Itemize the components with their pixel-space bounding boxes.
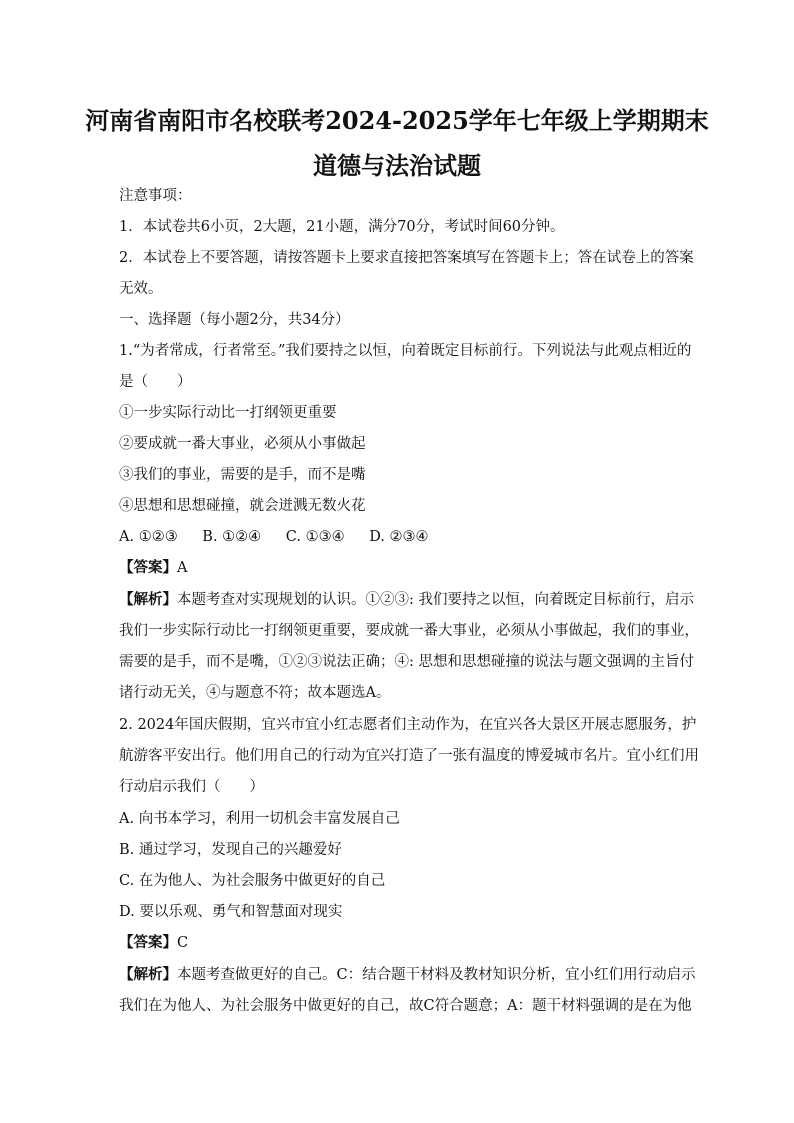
q1-item-1: ①一步实际行动比一打纲领更重要 <box>119 405 337 421</box>
q1-analysis-text: 本题考查对实现规划的认识。①②③: 我们要持之以恒，向着既定目标前行，启示 <box>177 592 694 608</box>
q1-analysis-line1 <box>119 590 694 610</box>
page-title: 河南省南阳市名校联考2024-2025学年七年级上学期期末 <box>85 106 709 135</box>
q1-option-b: B. ①②④ <box>202 529 262 545</box>
q1-item-3: ③我们的事业，需要的是手，而不是嘴 <box>119 467 366 483</box>
q2-analysis-text: 本题考查做更好的自己。C：结合题干材料及教材知识分析，宜小红们用行动启示 <box>177 967 696 983</box>
q1-item-4: ④思想和思想碰撞，就会迸溅无数火花 <box>119 498 366 514</box>
q2-analysis-line2: 我们在为他人、为社会服务中做更好的自己，故C符合题意；A：题干材料强调的是在为他 <box>119 998 692 1014</box>
notice-2-line2: 无效。 <box>119 281 163 297</box>
q1-analysis-line4: 诸行动无关，④与题意不符；故本题选A。 <box>119 685 391 701</box>
q1-options <box>119 527 449 547</box>
q2-option-c: C. 在为他人、为社会服务中做更好的自己 <box>119 873 386 889</box>
q1-stem-line1: 1.“为者常成，行者常至。”我们要持之以恒，向着既定目标前行。下列说法与此观点相近的 <box>119 343 692 359</box>
q1-option-c: C. ①③④ <box>285 529 345 545</box>
notice-1: 1．本试卷共6小页，2大题，21小题，满分70分，考试时间60分钟。 <box>119 219 565 235</box>
q2-stem-line3: 行动启示我们（ ） <box>119 779 264 795</box>
q2-answer-label: 【答案】 <box>119 934 177 951</box>
q1-analysis-label: 【解析】 <box>119 591 177 608</box>
q2-stem-line2: 航游客平安出行。他们用自己的行动为宜兴打造了一张有温度的博爱城市名片。宜小红们用 <box>119 748 699 764</box>
q1-answer-value: A <box>177 560 188 576</box>
q1-stem-line2: 是（ ） <box>119 374 192 390</box>
q1-option-a: A. ①②③ <box>119 529 178 545</box>
section-heading: 一、选择题（每小题2分，共34分） <box>119 312 350 328</box>
q2-stem-line1: 2. 2024年国庆假期，宜兴市宜小红志愿者们主动作为，在宜兴各大景区开展志愿服务，护 <box>119 717 697 733</box>
q2-analysis-label: 【解析】 <box>119 966 177 983</box>
q1-analysis-line2: 我们一步实际行动比一打纲领更重要，要成就一番大事业，必须从小事做起，我们的事业， <box>119 623 699 639</box>
notice-2-line1: 2．本试卷上不要答题，请按答题卡上要求直接把答案填写在答题卡上；答在试卷上的答案 <box>119 250 694 266</box>
q1-option-d: D. ②③④ <box>369 529 429 545</box>
q1-analysis-line3: 需要的是手，而不是嘴，①②③说法正确；④: 思想和思想碰撞的说法与题文强调的主旨付 <box>119 654 694 670</box>
q2-answer-value: C <box>177 935 189 951</box>
q1-item-2: ②要成就一番大事业，必须从小事做起 <box>119 436 366 452</box>
notice-header: 注意事项： <box>119 188 192 204</box>
q2-option-a: A. 向书本学习，利用一切机会丰富发展自己 <box>119 811 400 827</box>
q2-answer <box>119 933 188 953</box>
page-subtitle: 道德与法治试题 <box>313 151 481 180</box>
q1-answer-label: 【答案】 <box>119 559 177 576</box>
q2-option-d: D. 要以乐观、勇气和智慧面对现实 <box>119 904 343 920</box>
q2-option-b: B. 通过学习，发现自己的兴趣爱好 <box>119 842 342 858</box>
q1-answer <box>119 558 187 578</box>
q2-analysis-line1 <box>119 965 696 985</box>
